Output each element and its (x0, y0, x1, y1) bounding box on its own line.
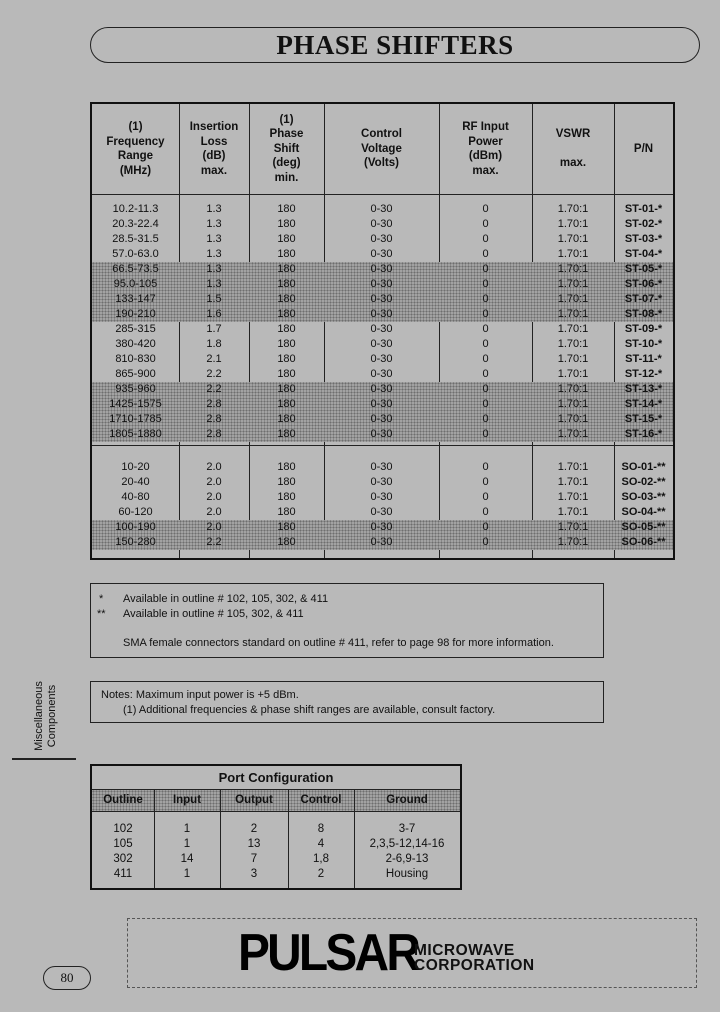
table-cell: 1.70:1 (557, 353, 589, 365)
table-cell: 180 (277, 293, 296, 305)
section-tab-rule (12, 758, 76, 760)
column-header (324, 104, 439, 194)
table-cell: 0 (482, 323, 489, 335)
table-cell: 0 (482, 263, 489, 275)
phase-shifter-spec-table (90, 102, 675, 560)
part-number-cell: ST-06-* (624, 278, 663, 290)
table-cell: 1.70:1 (557, 278, 589, 290)
table-cell: 2.2 (206, 536, 222, 548)
table-cell: 180 (277, 248, 296, 260)
footnotes-box (90, 583, 604, 658)
table-cell: 0-30 (370, 536, 393, 548)
part-number-cell: ST-08-* (624, 308, 663, 320)
table-cell: 0-30 (370, 248, 393, 260)
table-cell: 1.70:1 (557, 506, 589, 518)
column-header-line: VSWR (555, 128, 591, 141)
port-table-cell: 1 (183, 838, 191, 850)
table-cell: 380-420 (115, 338, 156, 350)
column-header-line (571, 142, 574, 157)
table-cell: 1.5 (206, 293, 222, 305)
footnote-sma-text: SMA female connectors standard on outline # 411, refer to page 98 for more information. (123, 637, 554, 649)
table-cell: 0-30 (370, 383, 393, 395)
section-tab-line-1: Miscellaneous (33, 681, 45, 751)
table-cell: 180 (277, 461, 296, 473)
footnote-double-text: Available in outline # 105, 302, & 411 (123, 608, 304, 620)
table-cell: 66.5-73.5 (112, 263, 159, 275)
table-row (92, 307, 673, 322)
table-cell: 1.70:1 (557, 461, 589, 473)
table-row (92, 337, 673, 352)
table-cell: 1.70:1 (557, 248, 589, 260)
table-cell: 2.2 (206, 383, 222, 395)
table-cell: 1.70:1 (557, 398, 589, 410)
table-row (92, 352, 673, 367)
table-cell: 810-830 (115, 353, 156, 365)
part-number-cell: SO-03-** (621, 491, 666, 503)
column-header (92, 104, 179, 194)
part-number-cell: ST-04-* (624, 248, 663, 260)
table-cell: 180 (277, 428, 296, 440)
section-tab (12, 670, 76, 762)
table-row (92, 277, 673, 292)
table-cell: 1805-1880 (109, 428, 162, 440)
part-number-cell: ST-03-* (624, 233, 663, 245)
table-row (92, 460, 673, 475)
part-number-cell: SO-05-** (621, 521, 666, 533)
part-number-cell: ST-16-* (624, 428, 663, 440)
table-cell: 20-40 (121, 476, 150, 488)
part-number-cell: ST-14-* (624, 398, 663, 410)
table-cell: 0 (482, 218, 489, 230)
table-cell: 1425-1575 (109, 398, 162, 410)
table-cell: 1.70:1 (557, 428, 589, 440)
part-number-cell: ST-07-* (624, 293, 663, 305)
table-cell: 1.70:1 (557, 476, 589, 488)
part-number-cell: ST-11-* (625, 353, 662, 365)
table-cell: 2.8 (206, 428, 222, 440)
port-column-header: Outline (103, 794, 143, 806)
table-cell: 285-315 (115, 323, 156, 335)
header-rule (92, 194, 673, 195)
table-row (92, 427, 673, 442)
table-cell: 1.70:1 (557, 383, 589, 395)
port-table-cell: 105 (113, 838, 133, 850)
table-cell: 57.0-63.0 (112, 248, 159, 260)
port-table-cell: 411 (113, 868, 133, 880)
column-header-line: RF Input (462, 121, 509, 133)
table-cell: 2.1 (206, 353, 222, 365)
table-cell: 10-20 (121, 461, 150, 473)
logo-sub-line-1: MICROWAVE (414, 942, 515, 959)
table-cell: 190-210 (115, 308, 156, 320)
table-cell: 2.0 (206, 491, 222, 503)
part-number-cell: ST-09-* (624, 323, 663, 335)
table-cell: 1.70:1 (557, 338, 589, 350)
table-cell: 1.3 (206, 263, 222, 275)
table-row (92, 490, 673, 505)
part-number-cell: ST-02-* (624, 218, 663, 230)
table-row (92, 217, 673, 232)
table-cell: 0 (482, 233, 489, 245)
table-cell: 2.8 (206, 413, 222, 425)
table-cell: 1.70:1 (557, 521, 589, 533)
table-cell: 0 (482, 308, 489, 320)
table-cell: 1.3 (206, 218, 222, 230)
table-cell: 180 (277, 323, 296, 335)
table-cell: 0 (482, 248, 489, 260)
table-cell: 1.7 (206, 323, 222, 335)
column-header (179, 104, 249, 194)
table-cell: 1.70:1 (557, 263, 589, 275)
notes-line-1: Notes: Maximum input power is +5 dBm. (101, 689, 299, 701)
table-cell: 1.3 (206, 248, 222, 260)
company-logo (127, 918, 697, 988)
table-cell: 0 (482, 413, 489, 425)
column-header (532, 104, 614, 194)
port-table-cell: 3-7 (398, 823, 416, 835)
column-header (614, 104, 673, 194)
column-header (439, 104, 532, 194)
table-cell: 0-30 (370, 263, 393, 275)
table-cell: 1.70:1 (557, 218, 589, 230)
table-cell: 60-120 (118, 506, 153, 518)
table-row (92, 262, 673, 277)
column-header-line: Loss (200, 135, 228, 148)
port-table-cell: 3 (250, 868, 258, 880)
table-cell: 1.6 (206, 308, 222, 320)
column-header-line: max. (200, 164, 228, 177)
column-header-line: Insertion (189, 121, 239, 133)
table-cell: 180 (277, 308, 296, 320)
table-cell: 1.8 (206, 338, 222, 350)
table-cell: 1.70:1 (557, 368, 589, 380)
table-cell: 133-147 (115, 293, 156, 305)
table-cell: 1.3 (206, 203, 222, 215)
port-table-cell: 2 (250, 823, 258, 835)
table-cell: 180 (277, 383, 296, 395)
table-cell: 10.2-11.3 (112, 203, 159, 215)
table-cell: 0 (482, 293, 489, 305)
table-cell: 180 (277, 218, 296, 230)
table-cell: 0-30 (370, 293, 393, 305)
table-cell: 0 (482, 491, 489, 503)
column-header-line: P/N (633, 142, 654, 155)
port-table-cell: 7 (250, 853, 258, 865)
table-row (92, 505, 673, 520)
port-table-cell: 13 (247, 838, 261, 850)
table-cell: 2.0 (206, 521, 222, 533)
table-cell: 0 (482, 353, 489, 365)
footnote-star-text: Available in outline # 102, 105, 302, & 411 (123, 593, 329, 605)
table-cell: 28.5-31.5 (112, 233, 159, 245)
column-header-line: Frequency (106, 135, 165, 148)
table-cell: 865-900 (115, 368, 156, 380)
port-table-cell: 2,3,5-12,14-16 (369, 838, 445, 850)
port-column-header: Input (172, 794, 202, 806)
table-row (92, 367, 673, 382)
column-header (249, 104, 324, 194)
part-number-cell: SO-02-** (621, 476, 666, 488)
column-header-line: max. (472, 164, 499, 177)
footnote-double-mark: ** (97, 608, 106, 620)
table-cell: 0-30 (370, 491, 393, 503)
column-header-line: (dBm) (468, 150, 503, 162)
port-table-cell: 1 (183, 823, 191, 835)
table-cell: 1.3 (206, 278, 222, 290)
table-cell: 180 (277, 263, 296, 275)
footnote-star-mark: * (99, 593, 104, 605)
table-cell: 95.0-105 (113, 278, 158, 290)
port-table-cell: 4 (317, 838, 325, 850)
table-cell: 180 (277, 203, 296, 215)
table-row (92, 520, 673, 535)
column-header-line: Voltage (361, 142, 402, 155)
table-cell: 0 (482, 521, 489, 533)
table-cell: 0-30 (370, 308, 393, 320)
logo-subtitle (414, 943, 535, 973)
port-table-cell: 102 (113, 823, 133, 835)
table-row (92, 292, 673, 307)
table-cell: 0-30 (370, 398, 393, 410)
table-cell: 0-30 (370, 521, 393, 533)
title-banner (90, 27, 700, 63)
section-tab-line-2: Components (46, 684, 58, 748)
port-configuration-table (90, 764, 462, 890)
notes-box (90, 681, 604, 723)
table-row (92, 535, 673, 550)
table-cell: 1.70:1 (557, 308, 589, 320)
table-cell: 1.70:1 (557, 491, 589, 503)
column-header-line: Control (361, 128, 402, 141)
table-row (92, 475, 673, 490)
port-column-header: Ground (386, 794, 428, 806)
table-cell: 1.70:1 (557, 293, 589, 305)
table-cell: 0 (482, 461, 489, 473)
table-cell: 0 (482, 203, 489, 215)
table-cell: 0 (482, 383, 489, 395)
part-number-cell: SO-04-** (621, 506, 666, 518)
part-number-cell: ST-12-* (624, 368, 663, 380)
column-header-line: Shift (273, 142, 300, 155)
part-number-cell: SO-01-** (621, 461, 666, 473)
table-cell: 0 (482, 476, 489, 488)
table-row (92, 382, 673, 397)
table-row (92, 397, 673, 412)
table-cell: 2.0 (206, 506, 222, 518)
table-cell: 2.0 (206, 476, 222, 488)
table-cell: 1.3 (206, 233, 222, 245)
table-cell: 0-30 (370, 233, 393, 245)
table-cell: 40-80 (121, 491, 150, 503)
column-header-line: min. (274, 171, 299, 184)
column-header-line: Range (117, 150, 154, 162)
port-column-header: Output (235, 794, 273, 806)
page-number: 80 (43, 966, 91, 990)
table-row (92, 322, 673, 337)
table-cell: 1.70:1 (557, 413, 589, 425)
table-cell: 0-30 (370, 368, 393, 380)
table-cell: 100-190 (115, 521, 156, 533)
notes-line-2: (1) Additional frequencies & phase shift ranges are available, consult factory. (123, 704, 496, 716)
column-header-line: (deg) (272, 157, 301, 170)
port-table-cell: 2-6,9-13 (385, 853, 429, 865)
page-title: PHASE SHIFTERS (276, 29, 514, 60)
table-cell: 935-960 (115, 383, 156, 395)
group-divider (92, 445, 673, 446)
table-row (92, 202, 673, 217)
table-cell: 1710-1785 (109, 413, 162, 425)
table-cell: 0-30 (370, 353, 393, 365)
part-number-cell: SO-06-** (621, 536, 666, 548)
table-cell: 180 (277, 521, 296, 533)
table-cell: 180 (277, 506, 296, 518)
table-cell: 0-30 (370, 413, 393, 425)
table-cell: 0-30 (370, 506, 393, 518)
table-cell: 0 (482, 338, 489, 350)
table-cell: 0-30 (370, 428, 393, 440)
column-header-line: (1) (128, 121, 143, 133)
table-cell: 180 (277, 476, 296, 488)
port-table-cell: 302 (113, 853, 133, 865)
port-table-cell: 14 (180, 853, 194, 865)
table-cell: 180 (277, 491, 296, 503)
part-number-cell: ST-10-* (624, 338, 663, 350)
section-tab-label (33, 681, 59, 751)
table-cell: 2.8 (206, 398, 222, 410)
logo-wordmark: PULSAR (238, 924, 419, 982)
column-header-line: (1) (279, 113, 294, 126)
table-cell: 20.3-22.4 (112, 218, 159, 230)
part-number-cell: ST-01-* (624, 203, 663, 215)
part-number-cell: ST-05-* (624, 263, 663, 275)
table-cell: 0-30 (370, 323, 393, 335)
table-cell: 1.70:1 (557, 536, 589, 548)
table-cell: 0 (482, 368, 489, 380)
table-cell: 1.70:1 (557, 203, 589, 215)
table-cell: 0 (482, 506, 489, 518)
table-cell: 180 (277, 398, 296, 410)
table-cell: 180 (277, 413, 296, 425)
column-header-line: Power (468, 135, 503, 148)
table-cell: 180 (277, 233, 296, 245)
table-cell: 180 (277, 368, 296, 380)
table-cell: 2.0 (206, 461, 222, 473)
table-row (92, 232, 673, 247)
port-table-cell: Housing (385, 868, 429, 880)
column-header-line: (MHz) (119, 164, 152, 177)
column-header-line: (dB) (202, 150, 226, 162)
table-cell: 0 (482, 536, 489, 548)
column-header-line: Phase (269, 128, 304, 141)
logo-sub-line-2: CORPORATION (414, 957, 535, 974)
port-table-cell: 1,8 (313, 853, 329, 865)
table-cell: 0-30 (370, 203, 393, 215)
table-row (92, 412, 673, 427)
table-cell: 180 (277, 278, 296, 290)
table-cell: 1.70:1 (557, 233, 589, 245)
table-cell: 180 (277, 338, 296, 350)
table-cell: 0-30 (370, 338, 393, 350)
table-cell: 150-280 (115, 536, 156, 548)
port-config-title: Port Configuration (92, 766, 460, 790)
table-cell: 0-30 (370, 461, 393, 473)
table-row (92, 247, 673, 262)
table-cell: 180 (277, 536, 296, 548)
table-cell: 1.70:1 (557, 323, 589, 335)
part-number-cell: ST-13-* (624, 383, 663, 395)
table-cell: 0 (482, 428, 489, 440)
table-cell: 0-30 (370, 476, 393, 488)
table-cell: 2.2 (206, 368, 222, 380)
column-header-line: max. (559, 157, 587, 170)
table-cell: 0-30 (370, 278, 393, 290)
table-cell: 0 (482, 398, 489, 410)
port-table-cell: 2 (317, 868, 325, 880)
table-cell: 180 (277, 353, 296, 365)
column-header-line: (Volts) (364, 157, 399, 170)
port-column-header: Control (300, 794, 342, 806)
port-table-cell: 1 (183, 868, 191, 880)
table-cell: 0 (482, 278, 489, 290)
part-number-cell: ST-15-* (624, 413, 663, 425)
port-table-cell: 8 (317, 823, 325, 835)
table-cell: 0-30 (370, 218, 393, 230)
